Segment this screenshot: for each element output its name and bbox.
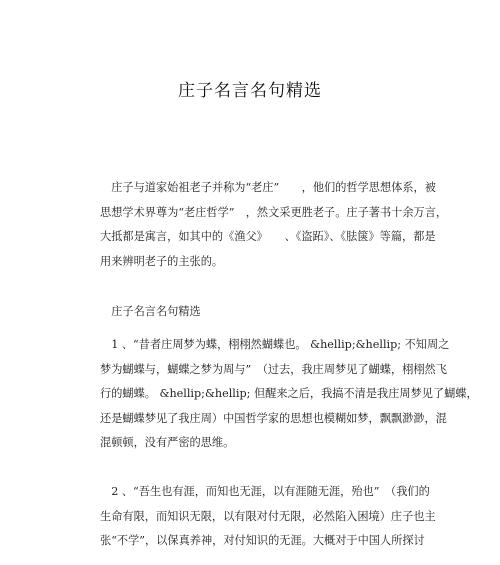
- quote-1-paragraph: [100, 333, 478, 456]
- intro-line: 庄子与道家始祖老子并称为“老庄” ，他们的哲学思想体系，被: [100, 181, 436, 194]
- section-heading-block: [100, 300, 425, 325]
- quote-2-paragraph: [100, 480, 436, 554]
- quote-1-line: 1 、“昔者庄周梦为蝶，栩栩然蝴蝶也。 &hellip;&hellip; 不知周之: [100, 338, 450, 351]
- quote-2-line: 生命有限，而知识无限，以有限对付无限，必然陷入困境）庄子也主: [100, 509, 436, 523]
- intro-line: 用来辨明老子的主张的。: [100, 254, 224, 268]
- intro-paragraph: [100, 176, 448, 274]
- quote-1-line: 混顿顿，没有严密的思维。: [100, 436, 235, 449]
- intro-line: 思想学术界尊为“老庄哲学” ，然文采更胜老子。庄子著书十余万言，: [100, 205, 448, 219]
- quote-1-line: 还是蝴蝶梦见了我庄周）中国哲学家的思想也模糊如梦，飘飘渺渺，混: [100, 411, 447, 425]
- quote-2-line: 2 、“吾生也有涯，而知也无涯，以有涯随无涯，殆也” （我们的: [100, 485, 430, 498]
- quote-2-line: 张“不学”，以保真养神，对付知识的无涯。大概对于中国人所探讨: [100, 534, 425, 547]
- quote-1-line: 梦为蝴蝶与，蝴蝶之梦为周与” （过去，我庄周梦见了蝴蝶，栩栩然飞: [100, 362, 447, 376]
- document-title: 庄子名言名句精选: [178, 81, 322, 101]
- section-heading: 庄子名言名句精选: [100, 305, 201, 318]
- intro-line: 大抵都是寓言，如其中的《渔父》 、《盗跖》、《胠箧》等篇，都是: [100, 230, 436, 243]
- quote-1-line: 行的蝴蝶。 &hellip;&hellip; 但醒来之后，我搞不清是我庄周梦见了蝴蝶，: [100, 387, 478, 400]
